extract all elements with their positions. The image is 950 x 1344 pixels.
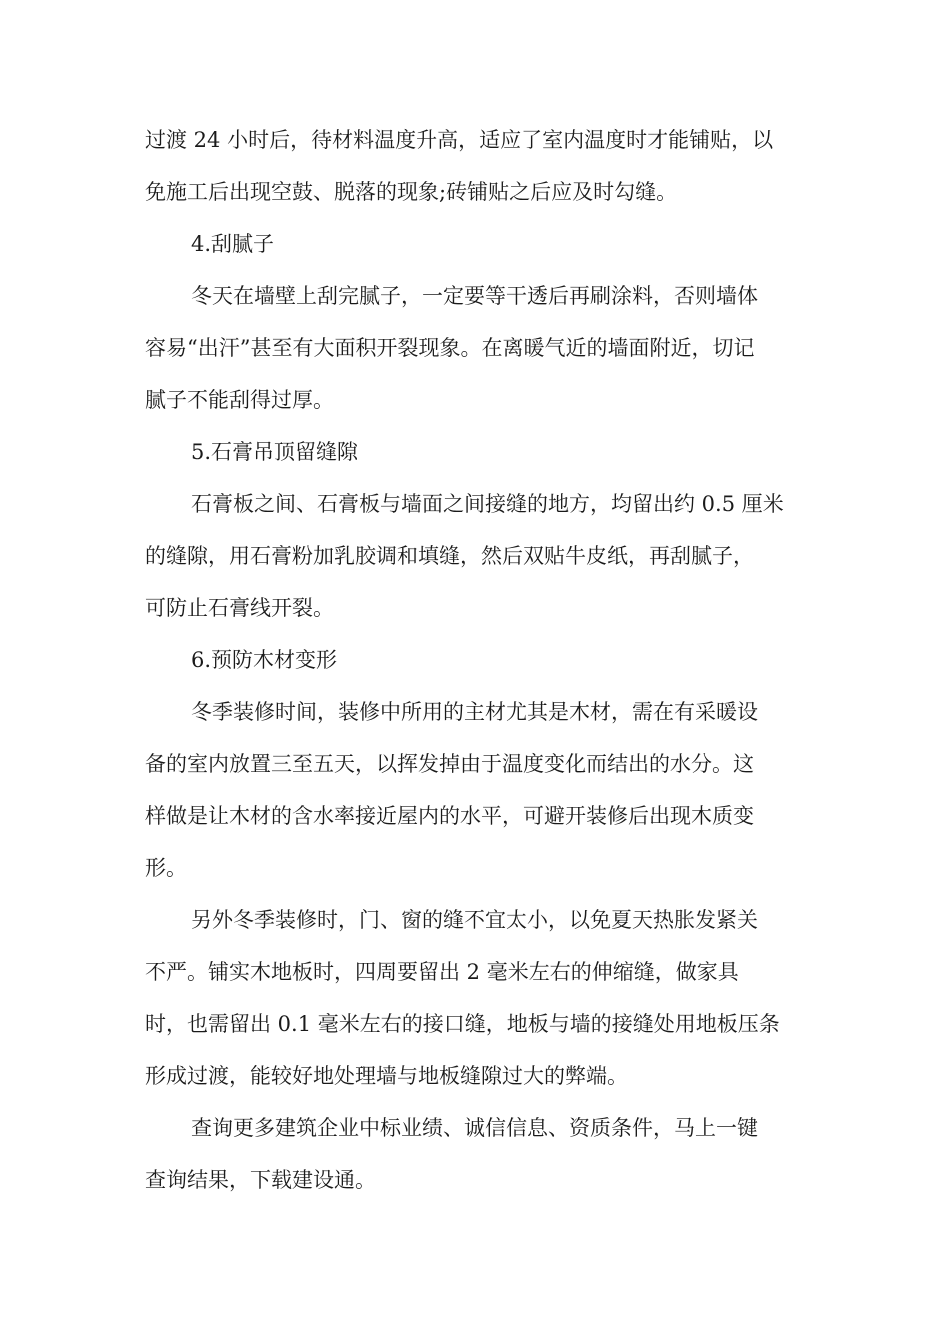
text-line: 形成过渡，能较好地处理墙与地板缝隙过大的弊端。 xyxy=(145,1064,628,1088)
text-line: 查询结果，下载建设通。 xyxy=(145,1168,376,1192)
text-line: 过渡 24 小时后，待材料温度升高，适应了室内温度时才能铺贴，以 xyxy=(145,128,774,152)
paragraph-doors-windows-floor xyxy=(145,894,810,1102)
text-line: 查询更多建筑企业中标业绩、诚信信息、资质条件，马上一键 xyxy=(191,1116,758,1140)
paragraph-putty xyxy=(145,270,810,426)
paragraph-wood-deformation xyxy=(145,686,810,894)
text-line: 形。 xyxy=(145,856,187,880)
text-line: 样做是让木材的含水率接近屋内的水平，可避开装修后出现木质变 xyxy=(145,804,754,828)
section-heading: 4.刮腻子 xyxy=(191,232,275,256)
text-line: 另外冬季装修时，门、窗的缝不宜太小，以免夏天热胀发紧关 xyxy=(191,908,758,932)
text-line: 腻子不能刮得过厚。 xyxy=(145,388,334,412)
text-line: 可防止石膏线开裂。 xyxy=(145,596,334,620)
text-line: 的缝隙，用石膏粉加乳胶调和填缝，然后双贴牛皮纸，再刮腻子， xyxy=(145,544,754,568)
text-line: 冬天在墙壁上刮完腻子，一定要等干透后再刷涂料，否则墙体 xyxy=(191,284,758,308)
document-body xyxy=(145,114,810,1206)
text-line: 容易“出汗”甚至有大面积开裂现象。在离暖气近的墙面附近，切记 xyxy=(145,336,755,360)
text-line: 备的室内放置三至五天，以挥发掉由于温度变化而结出的水分。这 xyxy=(145,752,754,776)
paragraph-promo xyxy=(145,1102,810,1206)
paragraph-tile-laying xyxy=(145,114,810,218)
text-line: 时，也需留出 0.1 毫米左右的接口缝，地板与墙的接缝处用地板压条 xyxy=(145,1012,780,1036)
text-line: 不严。铺实木地板时，四周要留出 2 毫米左右的伸缩缝，做家具 xyxy=(145,960,739,984)
paragraph-gypsum-ceiling xyxy=(145,478,810,634)
heading-gypsum-ceiling xyxy=(145,426,810,478)
text-line: 石膏板之间、石膏板与墙面之间接缝的地方，均留出约 0.5 厘米 xyxy=(191,492,784,516)
section-heading: 5.石膏吊顶留缝隙 xyxy=(191,440,359,464)
heading-wood-deformation xyxy=(145,634,810,686)
text-line: 免施工后出现空鼓、脱落的现象;砖铺贴之后应及时勾缝。 xyxy=(145,180,678,204)
section-heading: 6.预防木材变形 xyxy=(191,648,338,672)
text-line: 冬季装修时间，装修中所用的主材尤其是木材，需在有采暖设 xyxy=(191,700,758,724)
heading-putty xyxy=(145,218,810,270)
